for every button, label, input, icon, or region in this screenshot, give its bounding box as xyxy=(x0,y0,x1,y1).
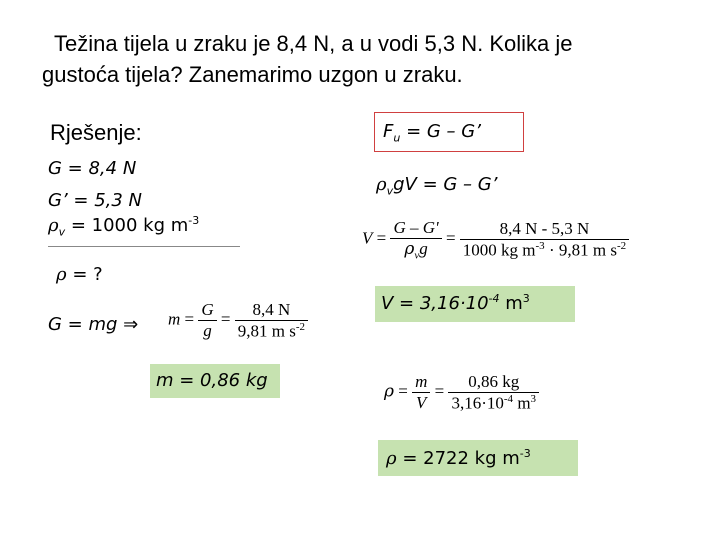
given-water-density: $\rho_v = 1000$ kg $m^{-3}$ xyxy=(48,214,200,239)
weight-formula-lead: G = mg ⇒ xyxy=(48,314,139,335)
volume-fraction-numeric: $\frac{8,4 N - 5,3 N}{1000 kg m^{-3} \cdot 9,81 m s^{-2}}$ xyxy=(460,219,629,261)
density-fraction-numeric: $\frac{0,86 kg}{3,16\cdot 10^{-4} m^3}$ xyxy=(448,372,539,414)
problem-line-2: gustoća tijela? Zanemarimo uzgon u zraku. xyxy=(42,62,463,87)
solution-label: Rješenje: xyxy=(50,120,142,145)
given-weight-water: G’ = 5,3 N xyxy=(48,190,143,211)
density-formula: ρ = $\frac{m}{V}$ = $\frac{0,86 kg}{3,16\cdot 10^{-4} m^3}$ xyxy=(384,372,539,414)
density-fraction-symbolic: $\frac{m}{V}$ xyxy=(412,372,430,413)
divider-line xyxy=(48,246,240,247)
volume-formula: V = $\frac{G - G'}{\rho_vg}$ = $\frac{8,4 N - 5,3 N}{1000 kg m^{-3} \cdot 9,81 m s^{-2}}$ xyxy=(362,218,629,261)
mass-formula: m = $\frac{G}{g}$ = $\frac{8,4 N}{9,81 m s^{-2}}$ xyxy=(168,300,308,342)
given-weight: G = 8,4 N xyxy=(48,158,137,179)
unknown-density: ρ = ? xyxy=(56,264,103,285)
density-result-box: ρ = 2722 kg $m^{-3}$ xyxy=(378,440,578,476)
implies-arrow-icon: ⇒ xyxy=(123,314,139,335)
mass-result-box: m = 0,86 kg xyxy=(150,364,280,398)
buoyancy-equation-box: $F_u = G - G$’ xyxy=(374,112,524,152)
volume-fraction-symbolic: $\frac{G - G'}{\rho_vg}$ xyxy=(390,218,441,261)
volume-result-box: $V = 3,16\cdot 10^{-4}$ $m^3$ xyxy=(375,286,575,322)
problem-text xyxy=(42,28,682,90)
buoyancy-expanded-equation: $\rho_vgV = G - G$’ xyxy=(376,174,498,198)
mass-fraction-numeric: $\frac{8,4 N}{9,81 m s^{-2}}$ xyxy=(235,300,308,342)
mass-fraction-symbolic: $\frac{G}{g}$ xyxy=(198,300,216,341)
problem-line-1: Težina tijela u zraku je 8,4 N, a u vodi 5,3 N. Kolika je xyxy=(54,31,573,56)
